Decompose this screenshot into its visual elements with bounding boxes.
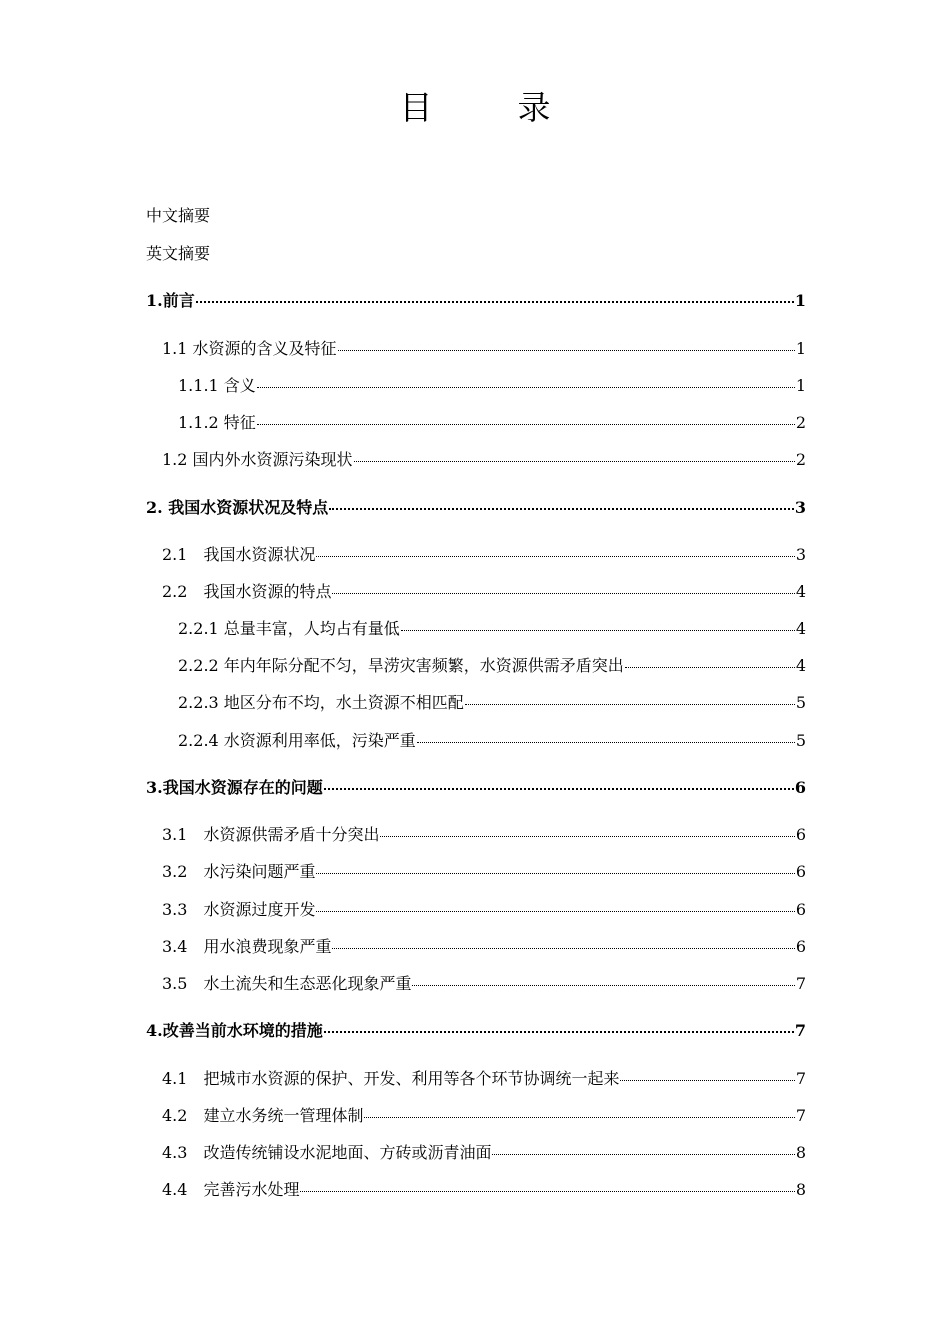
toc-entry[interactable] xyxy=(146,243,210,265)
toc-page-number: 1 xyxy=(794,291,806,310)
toc-dot-leader xyxy=(380,824,794,840)
toc-dot-leader xyxy=(354,449,795,465)
toc-entry[interactable] xyxy=(178,618,806,640)
toc-entry[interactable] xyxy=(162,1142,806,1164)
toc-entry[interactable] xyxy=(162,581,806,603)
toc-entry-label: 1.1.1 含义 xyxy=(178,376,256,395)
toc-page-number: 2 xyxy=(795,413,806,432)
toc-entry[interactable] xyxy=(162,1179,806,1201)
toc-entry[interactable] xyxy=(162,824,806,846)
toc-dot-leader xyxy=(417,730,795,746)
toc-entry-label: 3.5 水土流失和生态恶化现象严重 xyxy=(162,974,412,993)
toc-entry[interactable] xyxy=(162,1105,806,1127)
toc-entry-label: 2.1 我国水资源状况 xyxy=(162,545,316,564)
toc-page-number: 2 xyxy=(795,450,806,469)
toc-page-number: 7 xyxy=(795,1106,806,1125)
toc-page-number: 6 xyxy=(795,937,806,956)
toc-page-number: 6 xyxy=(795,862,806,881)
toc-dot-leader xyxy=(625,655,795,671)
toc-page-number: 4 xyxy=(795,619,806,638)
toc-dot-leader xyxy=(257,412,795,428)
toc-page-number: 8 xyxy=(795,1143,806,1162)
toc-entry[interactable] xyxy=(146,1020,806,1042)
toc-entry-label: 1.1 水资源的含义及特征 xyxy=(162,339,337,358)
toc-entry-label: 4.2 建立水务统一管理体制 xyxy=(162,1106,364,1125)
toc-dot-leader xyxy=(300,1179,794,1195)
toc-dot-leader xyxy=(257,375,795,391)
toc-entry-label: 4.4 完善污水处理 xyxy=(162,1180,300,1199)
toc-dot-leader xyxy=(324,777,794,793)
toc-entry[interactable] xyxy=(146,205,210,227)
toc-entry-label: 2.2.4 水资源利用率低，污染严重 xyxy=(178,731,416,750)
toc-dot-leader xyxy=(412,973,794,989)
toc-entry[interactable] xyxy=(146,497,806,519)
toc-entry-label: 4.3 改造传统铺设水泥地面、方砖或沥青油面 xyxy=(162,1143,492,1162)
toc-entry-label: 2. 我国水资源状况及特点 xyxy=(146,498,329,517)
toc-dot-leader xyxy=(338,338,795,354)
toc-dot-leader xyxy=(364,1105,794,1121)
toc-page-number: 1 xyxy=(795,339,806,358)
toc-dot-leader xyxy=(620,1068,794,1084)
toc-dot-leader xyxy=(316,861,794,877)
toc-dot-leader xyxy=(332,936,794,952)
toc-entry[interactable] xyxy=(178,375,806,397)
toc-entry[interactable] xyxy=(146,777,806,799)
toc-page-number: 7 xyxy=(795,1069,806,1088)
toc-page-number: 6 xyxy=(795,825,806,844)
toc-entry-label: 3.我国水资源存在的问题 xyxy=(146,778,323,797)
toc-dot-leader xyxy=(196,290,794,306)
toc-dot-leader xyxy=(332,581,794,597)
toc-entry[interactable] xyxy=(178,655,806,677)
toc-entry[interactable] xyxy=(178,692,806,714)
toc-page-number: 1 xyxy=(795,376,806,395)
toc-dot-leader xyxy=(329,497,794,513)
toc-dot-leader xyxy=(324,1020,794,1036)
toc-entry-label: 3.4 用水浪费现象严重 xyxy=(162,937,332,956)
toc-entry[interactable] xyxy=(178,412,806,434)
toc-entry-label: 2.2.1 总量丰富，人均占有量低 xyxy=(178,619,400,638)
toc-entry-label: 1.2 国内外水资源污染现状 xyxy=(162,450,353,469)
toc-entry-label: 3.1 水资源供需矛盾十分突出 xyxy=(162,825,380,844)
toc-page-number: 4 xyxy=(795,582,806,601)
toc-page-number: 7 xyxy=(794,1021,806,1040)
toc-page-number: 3 xyxy=(795,545,806,564)
toc-entry[interactable] xyxy=(162,861,806,883)
toc-page-number: 4 xyxy=(795,656,806,675)
toc-page-number: 5 xyxy=(795,693,806,712)
toc-page-number: 8 xyxy=(795,1180,806,1199)
page-title: 目 录 xyxy=(399,88,577,127)
toc-dot-leader xyxy=(316,544,794,560)
toc-page-number: 6 xyxy=(795,900,806,919)
toc-page-number: 5 xyxy=(795,731,806,750)
toc-entry-label: 4.改善当前水环境的措施 xyxy=(146,1021,323,1040)
toc-dot-leader xyxy=(316,899,794,915)
toc-entry[interactable] xyxy=(178,730,806,752)
toc-entry[interactable] xyxy=(162,899,806,921)
toc-entry-label: 2.2.2 年内年际分配不匀，旱涝灾害频繁，水资源供需矛盾突出 xyxy=(178,656,624,675)
toc-dot-leader xyxy=(401,618,795,634)
toc-entry[interactable] xyxy=(146,290,806,312)
toc-page-number: 7 xyxy=(795,974,806,993)
toc-entry[interactable] xyxy=(162,1068,806,1090)
toc-entry-label: 2.2 我国水资源的特点 xyxy=(162,582,332,601)
toc-entry-label: 1.前言 xyxy=(146,291,195,310)
toc-entry[interactable] xyxy=(162,449,806,471)
toc-entry-label: 3.3 水资源过度开发 xyxy=(162,900,316,919)
toc-entry-label: 英文摘要 xyxy=(146,244,211,263)
toc-entry[interactable] xyxy=(162,544,806,566)
toc-page-number: 6 xyxy=(794,778,806,797)
toc-entry-label: 2.2.3 地区分布不均，水土资源不相匹配 xyxy=(178,693,464,712)
toc-page-number: 3 xyxy=(794,498,806,517)
toc-entry-label: 3.2 水污染问题严重 xyxy=(162,862,316,881)
toc-entry[interactable] xyxy=(162,936,806,958)
toc-dot-leader xyxy=(492,1142,794,1158)
toc-entry-label: 4.1 把城市水资源的保护、开发、利用等各个环节协调统一起来 xyxy=(162,1069,620,1088)
toc-entry[interactable] xyxy=(162,338,806,360)
toc-entry-label: 中文摘要 xyxy=(146,206,211,225)
toc-entry-label: 1.1.2 特征 xyxy=(178,413,256,432)
toc-entry[interactable] xyxy=(162,973,806,995)
toc-dot-leader xyxy=(465,692,795,708)
